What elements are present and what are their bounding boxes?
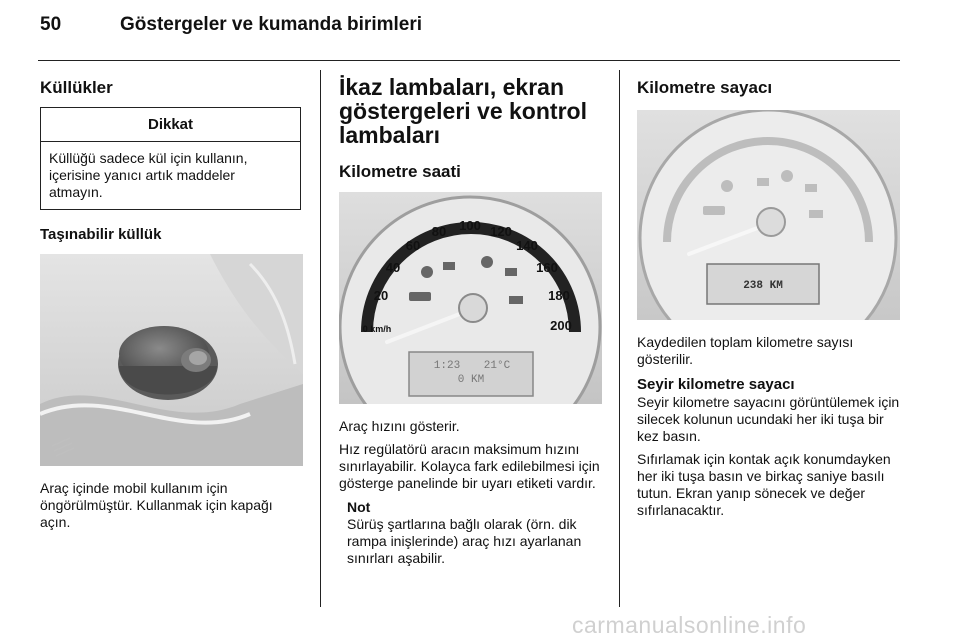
seatbelt-icon xyxy=(509,296,523,304)
section-heading-ashtrays: Küllükler xyxy=(40,78,113,97)
speed-tick-180: 180 xyxy=(548,288,570,303)
display-odometer: 0 KM xyxy=(457,374,485,386)
speed-tick-40: 40 xyxy=(385,260,401,275)
column-speedometer-text xyxy=(339,418,607,567)
column-odometer xyxy=(637,78,902,98)
trip-odometer-reset-instructions: Sıfırlamak için kontak açık konumdayken her iki tuşa basın ve birkaç saniye basılı tutun. Ekran yanıp sönecek ve değer sıfırlanacaktır. xyxy=(637,451,891,518)
note-block xyxy=(347,499,607,567)
header-rule xyxy=(38,60,900,61)
airbag-icon xyxy=(481,256,493,268)
subheading-portable-ashtray: Taşınabilir küllük xyxy=(40,226,162,243)
warning-text: Küllüğü sadece kül için kullanın, içerisine yanıcı artık maddeler atmayın. xyxy=(49,150,248,200)
speedometer-illustration xyxy=(339,192,602,404)
page-header xyxy=(40,14,422,36)
warning-box xyxy=(40,107,301,210)
note-label: Not xyxy=(347,499,371,515)
subheading-speedometer: Kilometre saati xyxy=(339,162,461,181)
warning-title: Dikkat xyxy=(41,108,300,142)
ashtray-illustration xyxy=(40,254,303,466)
engine-icon xyxy=(505,268,517,276)
column-ashtrays xyxy=(40,78,305,244)
page-number: 50 xyxy=(40,14,62,35)
speed-tick-140: 140 xyxy=(516,238,538,253)
watermark: carmanualsonline.info xyxy=(572,612,807,638)
warning-light-icon xyxy=(421,266,433,278)
speed-tick-20: 20 xyxy=(373,288,389,303)
speed-limiter-description: Hız regülatörü aracın maksimum hızını sınırlayabilir. Kolayca fark edilebilmesi için gösterge panelinde bir uyarı etiketi vardır. xyxy=(339,441,600,491)
speed-tick-120: 120 xyxy=(490,224,512,239)
display-time: 1:23 xyxy=(433,360,461,372)
column-ashtrays-text xyxy=(40,480,305,531)
chapter-title: Göstergeler ve kumanda birimleri xyxy=(120,14,423,35)
column-odometer-text xyxy=(637,334,905,519)
column-divider-1 xyxy=(320,70,321,607)
display-temp: 21°C xyxy=(483,360,511,372)
speed-tick-100: 100 xyxy=(459,218,481,233)
note-text: Sürüş şartlarına bağlı olarak (örn. dik rampa inişlerinde) araç hızı ayarlanan sınırları aşabilir. xyxy=(347,516,582,566)
odometer-reading: 238 KM xyxy=(743,280,783,292)
speedometer-description: Araç hızını gösterir. xyxy=(339,418,460,434)
odometer-description: Kaydedilen toplam kilometre sayısı gösterilir. xyxy=(637,334,854,367)
column-divider-2 xyxy=(619,70,620,607)
section-heading-warning-lights: İkaz lambaları, ekran göstergeleri ve kontrol lambaları xyxy=(339,74,587,148)
odometer-illustration xyxy=(637,110,900,320)
portable-ashtray-description: Araç içinde mobil kullanım için öngörülmüştür. Kullanmak için kapağı açın. xyxy=(40,480,273,530)
trip-odometer-display-instructions: Seyir kilometre sayacını görüntülemek için silecek kolunun ucundaki her iki tuşa bir kez basın. xyxy=(637,394,900,444)
speed-tick-160: 160 xyxy=(536,260,558,275)
column-warning-lights xyxy=(339,75,604,182)
speed-tick-60: 60 xyxy=(405,238,421,253)
speed-tick-200: 200 xyxy=(550,318,572,333)
stop-icon xyxy=(409,292,431,301)
speed-tick-80: 80 xyxy=(431,224,447,239)
needle-hub xyxy=(459,294,487,322)
subheading-trip-odometer: Seyir kilometre sayacı xyxy=(637,376,795,393)
speed-tick-0: 0 km/h xyxy=(362,324,392,334)
section-heading-odometer: Kilometre sayacı xyxy=(637,78,773,97)
battery-icon xyxy=(443,262,455,270)
